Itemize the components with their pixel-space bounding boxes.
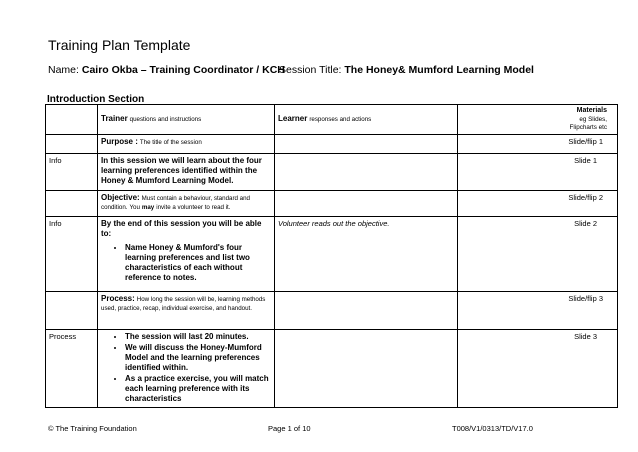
- purpose-cell: [98, 135, 275, 154]
- learner-header-label: Learner: [278, 114, 308, 124]
- objective-desc: Must contain a behaviour, standard and condition.: [101, 195, 250, 211]
- training-plan-table: [45, 104, 618, 408]
- learner-response-2: Volunteer reads out the objective.: [275, 217, 458, 292]
- process-bullet-list: [101, 332, 271, 404]
- header-learner-cell: [275, 105, 458, 135]
- objective-slide: Slide/flip 2: [458, 191, 618, 217]
- process-cell: [98, 330, 275, 408]
- footer-copyright: © The Training Foundation: [48, 424, 137, 433]
- document-title: Training Plan Template: [48, 37, 191, 53]
- info-tag-2: Info: [46, 217, 98, 292]
- info-text-1: In this session we will learn about the four learning preferences identified within the Honey & Mumford Learning Model.: [98, 154, 275, 191]
- process-header-cell: [98, 292, 275, 330]
- materials-header-desc-1: eg Slides,: [579, 115, 607, 123]
- objective-suffix: invite a volunteer to read it.: [156, 203, 231, 211]
- section-heading: Introduction Section: [47, 94, 145, 105]
- learner-header-desc: responses and actions: [309, 116, 372, 124]
- footer-doc-code: T008/V1/0313/TD/V17.0: [452, 424, 533, 433]
- purpose-desc: The title of the session: [139, 139, 202, 146]
- materials-header-desc-2: Flipcharts etc: [569, 123, 607, 131]
- name-value: Cairo Okba – Training Coordinator / KCH: [81, 64, 285, 76]
- table-row: [46, 135, 618, 154]
- info-tag-1: Info: [46, 154, 98, 191]
- footer-page-number: Page 1 of 10: [268, 424, 311, 433]
- purpose-slide: Slide/flip 1: [458, 135, 618, 154]
- process-tag: Process: [46, 330, 98, 408]
- list-item: • We will discuss the Honey-Mumford Model and the learning preferences identified within.: [125, 343, 271, 373]
- process-slide: Slide 3: [458, 330, 618, 408]
- list-item: • As a practice exercise, you will match each learning preference with its characteristics: [125, 374, 271, 404]
- header-trainer-cell: [98, 105, 275, 135]
- objective-cell: [98, 191, 275, 217]
- list-item: • Name Honey & Mumford's four learning preferences and list two characteristics of each without reference to notes.: [125, 243, 271, 283]
- header-materials-cell: [458, 105, 618, 135]
- materials-header-label: Materials: [576, 107, 607, 114]
- purpose-label: Purpose :: [101, 137, 138, 146]
- objective-may: may: [141, 203, 155, 211]
- info-slide-1: Slide 1: [458, 154, 618, 191]
- table-row: [46, 154, 618, 191]
- session-title-label: Session Title:: [279, 64, 342, 76]
- table-row: [46, 330, 618, 408]
- list-item: • The session will last 20 minutes.: [125, 332, 271, 342]
- table-row: [46, 292, 618, 330]
- info-intro-2: By the end of this session you will be able to:: [101, 219, 262, 238]
- session-title-value: The Honey& Mumford Learning Model: [344, 64, 534, 76]
- info-slide-2: Slide 2: [458, 217, 618, 292]
- name-line: [48, 64, 285, 76]
- trainer-header-label: Trainer: [101, 114, 128, 124]
- table-row: [46, 191, 618, 217]
- process-header-label: Process:: [101, 294, 135, 303]
- trainer-header-desc: questions and instructions: [129, 116, 202, 124]
- process-header-desc: How long the session will be, learning methods used, practice, recap, individual exercise, and handout.: [101, 296, 266, 312]
- session-title-line: [279, 64, 534, 76]
- process-header-slide: Slide/flip 3: [458, 292, 618, 330]
- name-label: Name:: [48, 64, 79, 76]
- header-tag-cell: [46, 105, 98, 135]
- objective-label: Objective:: [101, 193, 140, 202]
- info-cell-2: [98, 217, 275, 292]
- info-bullet-list: [101, 243, 271, 283]
- table-row: [46, 217, 618, 292]
- table-header-row: [46, 105, 618, 135]
- objective-you: You: [129, 203, 140, 211]
